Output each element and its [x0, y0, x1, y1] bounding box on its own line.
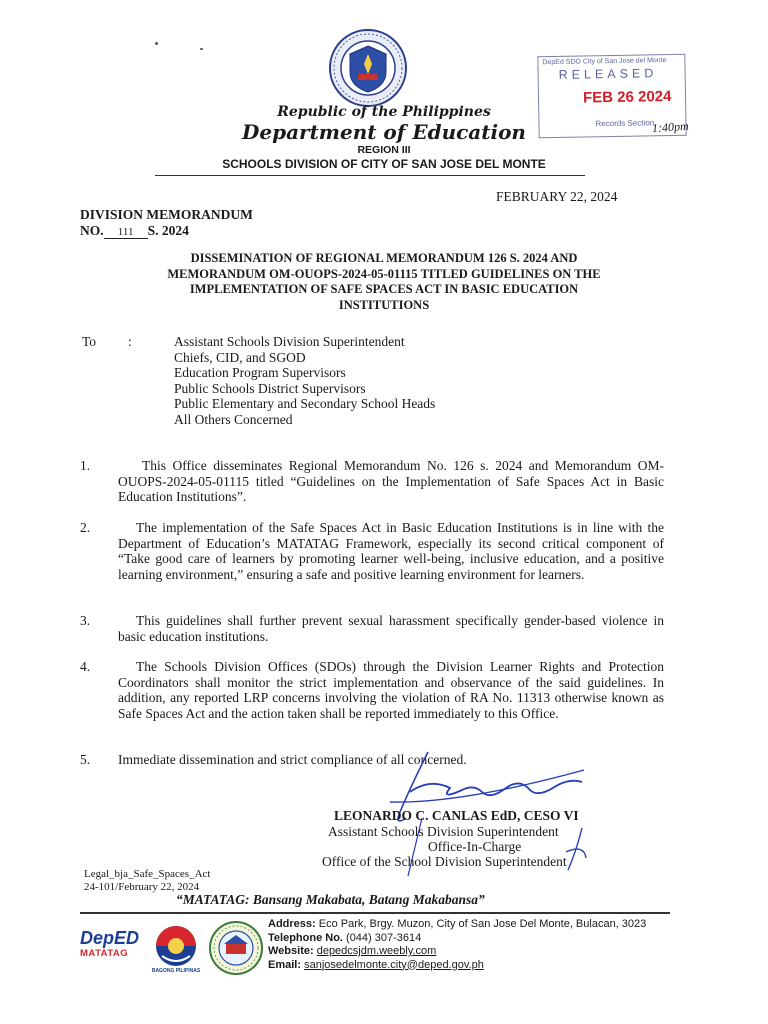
paragraph-number: 4.	[80, 659, 91, 674]
email-label: Email:	[268, 958, 302, 971]
to-label: To	[82, 334, 97, 349]
slogan: “MATATAG: Bansang Makabata, Batang Makabansa”	[176, 892, 485, 907]
bagong-pilipinas-logo	[148, 922, 204, 978]
reference-code	[84, 868, 210, 893]
stamp-time-handwritten: 1:40pm	[651, 118, 690, 136]
to-colon: :	[128, 334, 132, 349]
department-heading: Department of Education	[242, 120, 526, 144]
phone-label: Telephone No.	[268, 931, 343, 944]
email-link[interactable]: sanjosedelmonte.city@deped.gov.ph	[304, 958, 484, 971]
memo-series: S. 2024	[147, 223, 189, 238]
recipient-item: Assistant Schools Division Superintendent	[174, 334, 405, 349]
address-value: Eco Park, Brgy. Muzon, City of San Jose Del Monte, Bulacan, 3023	[318, 918, 647, 930]
deped-matatag-logo	[80, 928, 142, 972]
deped-logo-text: DepED	[80, 928, 140, 948]
recipient-item: Education Program Supervisors	[174, 365, 346, 380]
paragraph-3: This guidelines shall further prevent sexual harassment specifically gender-based violence in basic education institutions.	[118, 613, 664, 644]
scan-speck	[155, 42, 158, 45]
footer-phone-row	[268, 932, 646, 946]
memo-number: 111	[104, 226, 148, 239]
paragraph-number: 5.	[80, 752, 91, 767]
bagong-pilipinas-text: BAGONG PILIPINAS	[151, 968, 201, 974]
memo-title-line: MEMORANDUM OM-OUOPS-2024-05-01115 TITLED GUIDELINES ON THE	[167, 266, 601, 281]
region-heading: REGION III	[357, 144, 411, 156]
footer-website-row	[268, 945, 646, 959]
deped-seal-logo	[328, 28, 408, 108]
stamp-date: FEB 26 2024	[582, 87, 672, 107]
signatory-office: Office of the School Division Superintendent	[322, 854, 567, 869]
matatag-logo-text: MATATAG	[80, 948, 129, 959]
division-heading: SCHOOLS DIVISION OF CITY OF SAN JOSE DEL MONTE	[222, 157, 546, 171]
footer-address-row	[268, 918, 646, 932]
recipient-list	[174, 334, 435, 427]
memo-number-line	[80, 223, 189, 239]
recipient-item: Public Schools District Supervisors	[174, 380, 366, 396]
stamp-section: Records Section	[595, 118, 655, 129]
stamp-office: DepEd SDO City of San Jose del Monte	[542, 57, 667, 67]
signatory-name: LEONARDO C. CANLAS EdD, CESO VI	[334, 808, 579, 823]
paragraph-number: 1.	[80, 458, 91, 473]
signatory-role: Office-In-Charge	[428, 839, 522, 854]
paragraph-4: The Schools Division Offices (SDOs) through the Division Learner Rights and Protection Coordinators shall monitor the strict implementation and observance of the said guidelines. In addition, any reported LRP concerns involving the violation of RA No. 11313 otherwise known as Safe Spaces Act and the action taken shall be reported immediately to this Office.	[118, 659, 664, 721]
footer-rule	[80, 912, 670, 914]
recipient-item: Public Elementary and Secondary School Heads	[174, 396, 436, 411]
website-label: Website:	[268, 945, 314, 957]
letterhead-rule	[155, 175, 585, 176]
memo-title-line: IMPLEMENTATION OF SAFE SPACES ACT IN BASIC EDUCATION	[189, 282, 579, 296]
paragraph-2: The implementation of the Safe Spaces Act in Basic Education Institutions is in line with the Department of Education’s MATATAG Framework, especially its second critical component of “Take good care of learners by promoting learner well-being, inclusive education, and a positive learning environment,” ensuring a safe and positive learning environment for learners.	[118, 520, 664, 582]
memo-title	[86, 251, 682, 313]
sdo-seal-logo	[208, 920, 264, 976]
recipient-item: All Others Concerned	[174, 411, 293, 427]
footer-contact	[268, 918, 646, 972]
phone-value: (044) 307-3614	[346, 931, 422, 944]
stamp-status: RELEASED	[558, 66, 658, 82]
paragraph-number: 3.	[80, 613, 91, 628]
recipient-item: Chiefs, CID, and SGOD	[174, 349, 306, 365]
website-link[interactable]: depedcsjdm.weebly.com	[316, 945, 437, 957]
reference-line: Legal_bja_Safe_Spaces_Act	[84, 868, 211, 880]
republic-heading: Republic of the Philippines	[277, 104, 491, 120]
reference-line: 24-101/February 22, 2024	[84, 880, 200, 893]
footer-email-row	[268, 959, 646, 973]
paragraph-1: This Office disseminates Regional Memorandum No. 126 s. 2024 and Memorandum OM-OUOPS-2024-05-01115 titled “Guidelines on the Implementation of Safe Spaces Act in Basic Education Institutions”.	[118, 458, 664, 504]
signatory-title: Assistant Schools Division Superintendent	[328, 824, 559, 839]
memo-date: FEBRUARY 22, 2024	[496, 189, 618, 204]
paragraph-5: Immediate dissemination and strict compliance of all concerned.	[118, 752, 467, 767]
paragraph-number: 2.	[80, 520, 91, 535]
address-label: Address:	[268, 918, 316, 930]
memo-title-line: INSTITUTIONS	[338, 297, 430, 312]
memo-type: DIVISION MEMORANDUM	[80, 207, 253, 222]
memo-title-line: DISSEMINATION OF REGIONAL MEMORANDUM 126 S. 2024 AND	[190, 251, 578, 265]
scan-speck	[200, 48, 203, 50]
memo-number-prefix: NO.	[80, 223, 104, 238]
